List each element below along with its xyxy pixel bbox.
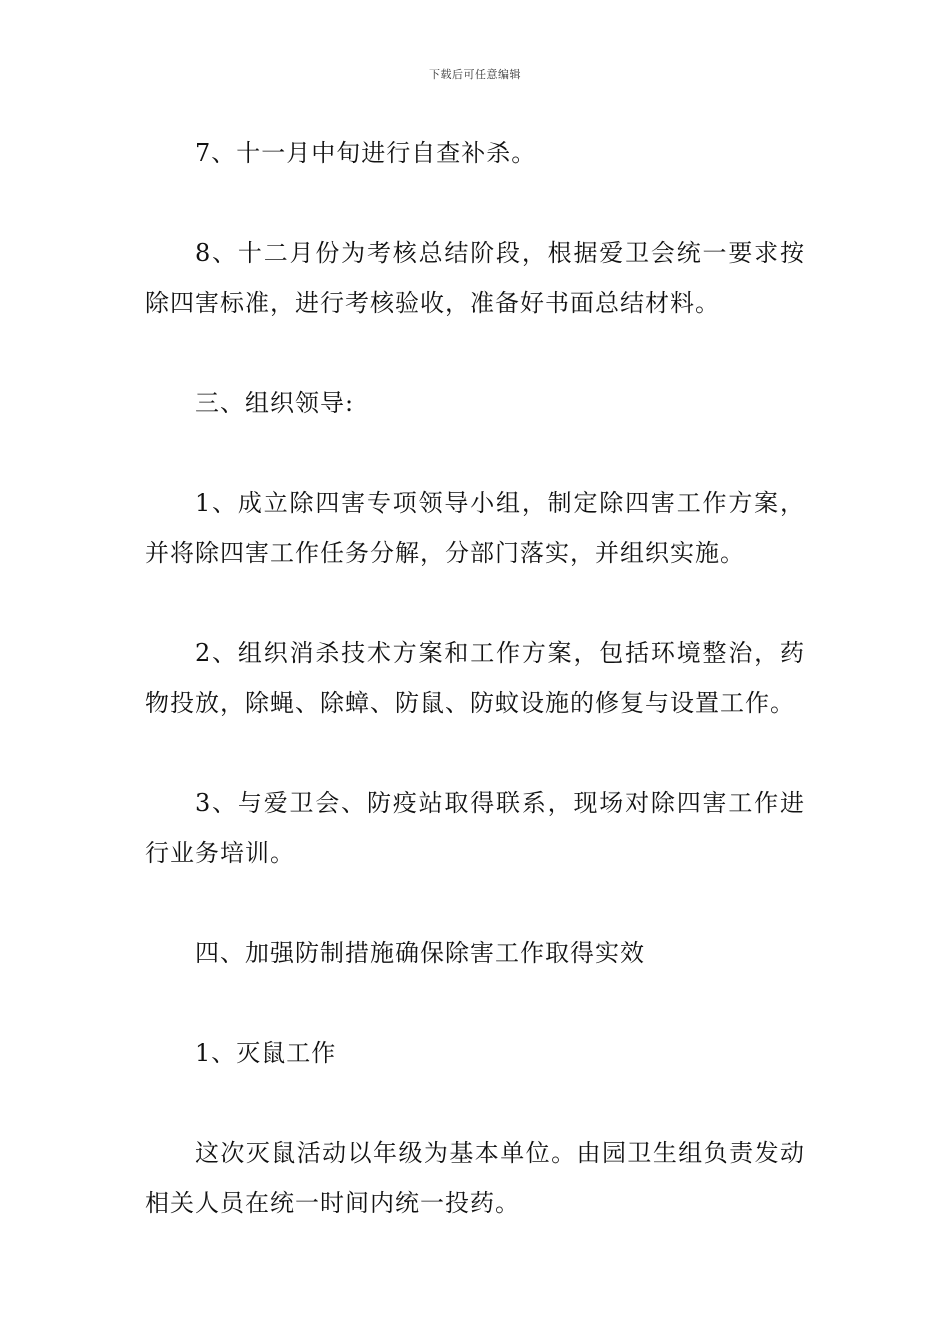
- paragraph-org-1: 1、成立除四害专项领导小组，制定除四害工作方案，并将除四害工作任务分解，分部门落实，并组织实施。: [145, 489, 805, 567]
- paragraph-org-2: 2、组织消杀技术方案和工作方案，包括环境整治，药物投放，除蝇、除蟑、防鼠、防蚊设施的修复与设置工作。: [145, 639, 805, 717]
- subheading-rodent-control: 1、灭鼠工作: [195, 1039, 337, 1067]
- paragraph-rodent-control: 这次灭鼠活动以年级为基本单位。由园卫生组负责发动相关人员在统一时间内统一投药。: [145, 1139, 805, 1217]
- section-heading-organization: 三、组织领导:: [195, 389, 355, 417]
- page-header-note: 下载后可任意编辑: [429, 68, 521, 81]
- paragraph-item-7: 7、十一月中旬进行自查补杀。: [195, 139, 537, 167]
- paragraph-item-8: 8、十二月份为考核总结阶段，根据爱卫会统一要求按除四害标准，进行考核验收，准备好书面总结材料。: [145, 239, 805, 317]
- section-heading-measures: 四、加强防制措施确保除害工作取得实效: [195, 939, 645, 967]
- paragraph-org-3: 3、与爱卫会、防疫站取得联系，现场对除四害工作进行业务培训。: [145, 789, 805, 867]
- document-body: [145, 128, 805, 1228]
